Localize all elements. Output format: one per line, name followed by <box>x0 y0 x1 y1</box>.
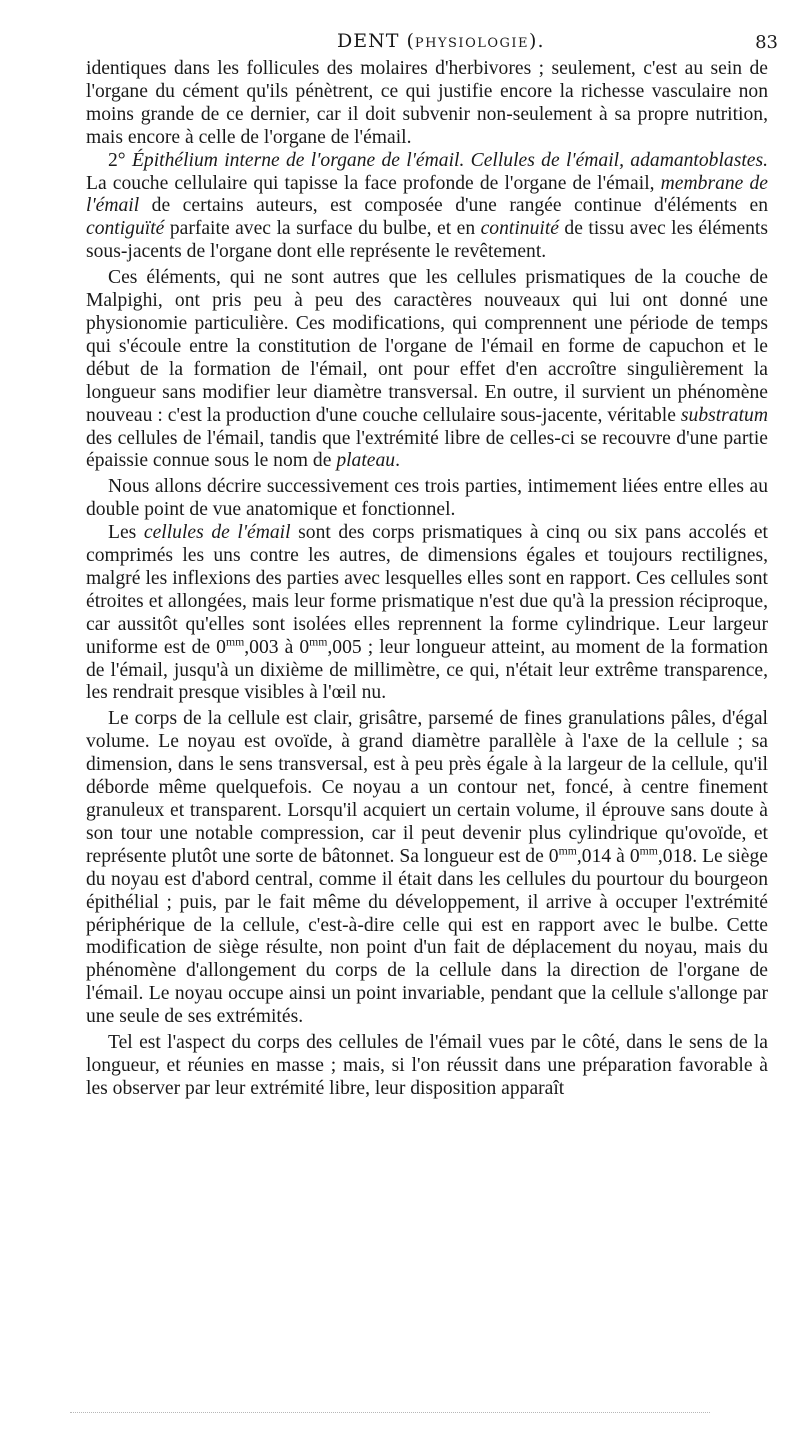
running-title-close: ). <box>529 30 545 52</box>
page-header <box>0 30 800 60</box>
paragraph-text: sont des corps prismatiques à cinq ou six pans accolés et comprimés les uns contre les autres, de dimensions égales et toujours rectilignes, malgré les inflexions des parties avec lesquelles elles sont en rapport. Ces cellules sont étroites et allongées, mais leur forme prismatique n'est due qu'à la pression réciproque, car aussitôt qu'elles sont isolées elles reprennent la forme cylindrique. Leur largeur uniforme est de 0 <box>86 522 768 658</box>
paragraph-continuation: identiques dans les follicules des molaires d'herbivores ; seulement, c'est au sein de l'organe du cément qu'ils pénètrent, ce qui justifie encore la richesse vasculaire non moins grande de ce dernier, car il doit subvenir non-seulement à sa propre nutrition, mais encore à celle de l'organe de l'émail. <box>86 58 768 148</box>
paragraph-cell-body <box>86 708 768 1029</box>
paragraph-text: ,003 à 0 <box>244 636 310 658</box>
paragraph-text: parfaite avec la surface du bulbe, et en <box>164 218 481 240</box>
article-body <box>86 58 768 1101</box>
section-heading: Épithélium interne de l'organe de l'émail. Cellules de l'émail, adamantoblastes. <box>131 149 769 171</box>
paragraph-text: des cellules de l'émail, tandis que l'extrémité libre de celles-ci se recouvre d'une partie épaissie connue sous le nom de <box>86 427 768 472</box>
emphasis-term: membrane de l'émail <box>86 172 768 217</box>
paragraph-text: de certains auteurs, est composée d'une rangée continue d'éléments en <box>139 195 768 217</box>
paragraph-text: de tissu avec les éléments sous-jacents de l'organe dont elle représente le revêtement. <box>86 218 769 263</box>
paragraph-text: Les <box>108 522 144 544</box>
paragraph-text: ,014 à 0 <box>576 845 640 867</box>
footer-dotted-rule <box>70 1412 710 1413</box>
paragraph-text: . <box>395 450 400 472</box>
paragraph-text: ,018. Le siège du noyau est d'abord central, comme il était dans les cellules du pourtour du bourgeon épithélial ; puis, par le fait même du développement, il arrive à occuper l'extrémité périphérique de la cellule, c'est-à-dire celle qui est en rapport avec le bulbe. Cette modification de siège résulte, non point d'un fait de déplacement du noyau, mais du phénomène d'allongement du corps de la cellule dans la direction de l'organe de l'émail. Le noyau occupe ainsi un point invariable, pendant que la cellule s'allonge par une seule de ses extrémités. <box>86 845 768 1028</box>
emphasis-term: continuité <box>480 218 559 240</box>
running-title <box>337 30 544 52</box>
emphasis-term: plateau <box>336 450 396 472</box>
unit-superscript: mm <box>639 844 658 858</box>
paragraph-epithelium-section <box>86 150 768 265</box>
emphasis-term: contiguïté <box>86 218 165 240</box>
paragraph-enamel-cells <box>86 522 768 705</box>
paragraph-text: Ces éléments, qui ne sont autres que les cellules prismatiques de la couche de Malpighi, ont pris peu à peu des caractères nouveaux qui lui ont donné une physionomie particulière. Ces modifications, qui comprennent une période de temps qui s'écoule entre la constitution de l'organe de l'émail en forme de capuchon et le début de la formation de l'émail, ont pour effet d'en accroître singulièrement la longueur sans modifier leur diamètre transversal. En outre, il survient un phénomène nouveau : c'est la production d'une couche cellulaire sous-jacente, véritable <box>86 267 768 426</box>
paragraph-cell-aspect: Tel est l'aspect du corps des cellules de l'émail vues par le côté, dans le sens de la longueur, et réunies en masse ; mais, si l'on réussit dans une préparation favorable à les observer par leur extrémité libre, leur disposition apparaît <box>86 1032 768 1099</box>
section-number: 2° <box>108 149 132 171</box>
emphasis-term: substratum <box>680 404 768 426</box>
unit-superscript: mm <box>558 844 577 858</box>
paragraph-malpighi-cells <box>86 267 768 473</box>
running-title-subject: PHYSIOLOGIE <box>414 36 530 51</box>
paragraph-text: Le corps de la cellule est clair, grisâtre, parsemé de fines granulations pâles, d'égal volume. Le noyau est ovoïde, à grand diamètre parallèle à l'axe de la cellule ; sa dimension, dans le sens transversal, est à peu près égale à la largeur de la cellule, qu'il déborde même quelquefois. Ce noyau a un contour net, foncé, à centre finement granuleux et transparent. Lorsqu'il acquiert un certain volume, il éprouve sans doute à son tour une notable compression, car il peut devenir plus cylindrique qu'ovoïde, et représente plutôt une sorte de bâtonnet. Sa longueur est de 0 <box>86 708 768 867</box>
running-title-main: DENT ( <box>337 30 415 52</box>
paragraph-text: ,005 ; leur longueur atteint, au moment de la formation de l'émail, jusqu'à un dixième de millimètre, ce qui, n'était leur extrême transparence, les rendrait presque visibles à l'œil nu. <box>86 636 769 704</box>
page-number: 83 <box>755 32 778 53</box>
paragraph-text: La couche cellulaire qui tapisse la face profonde de l'organe de l'émail, <box>86 172 661 194</box>
unit-superscript: mm <box>309 635 328 649</box>
paragraph-three-parts: Nous allons décrire successivement ces trois parties, intimement liées entre elles au double point de vue anatomique et fonctionnel. <box>86 476 768 521</box>
unit-superscript: mm <box>225 635 245 649</box>
emphasis-term: cellules de l'émail <box>143 522 291 544</box>
